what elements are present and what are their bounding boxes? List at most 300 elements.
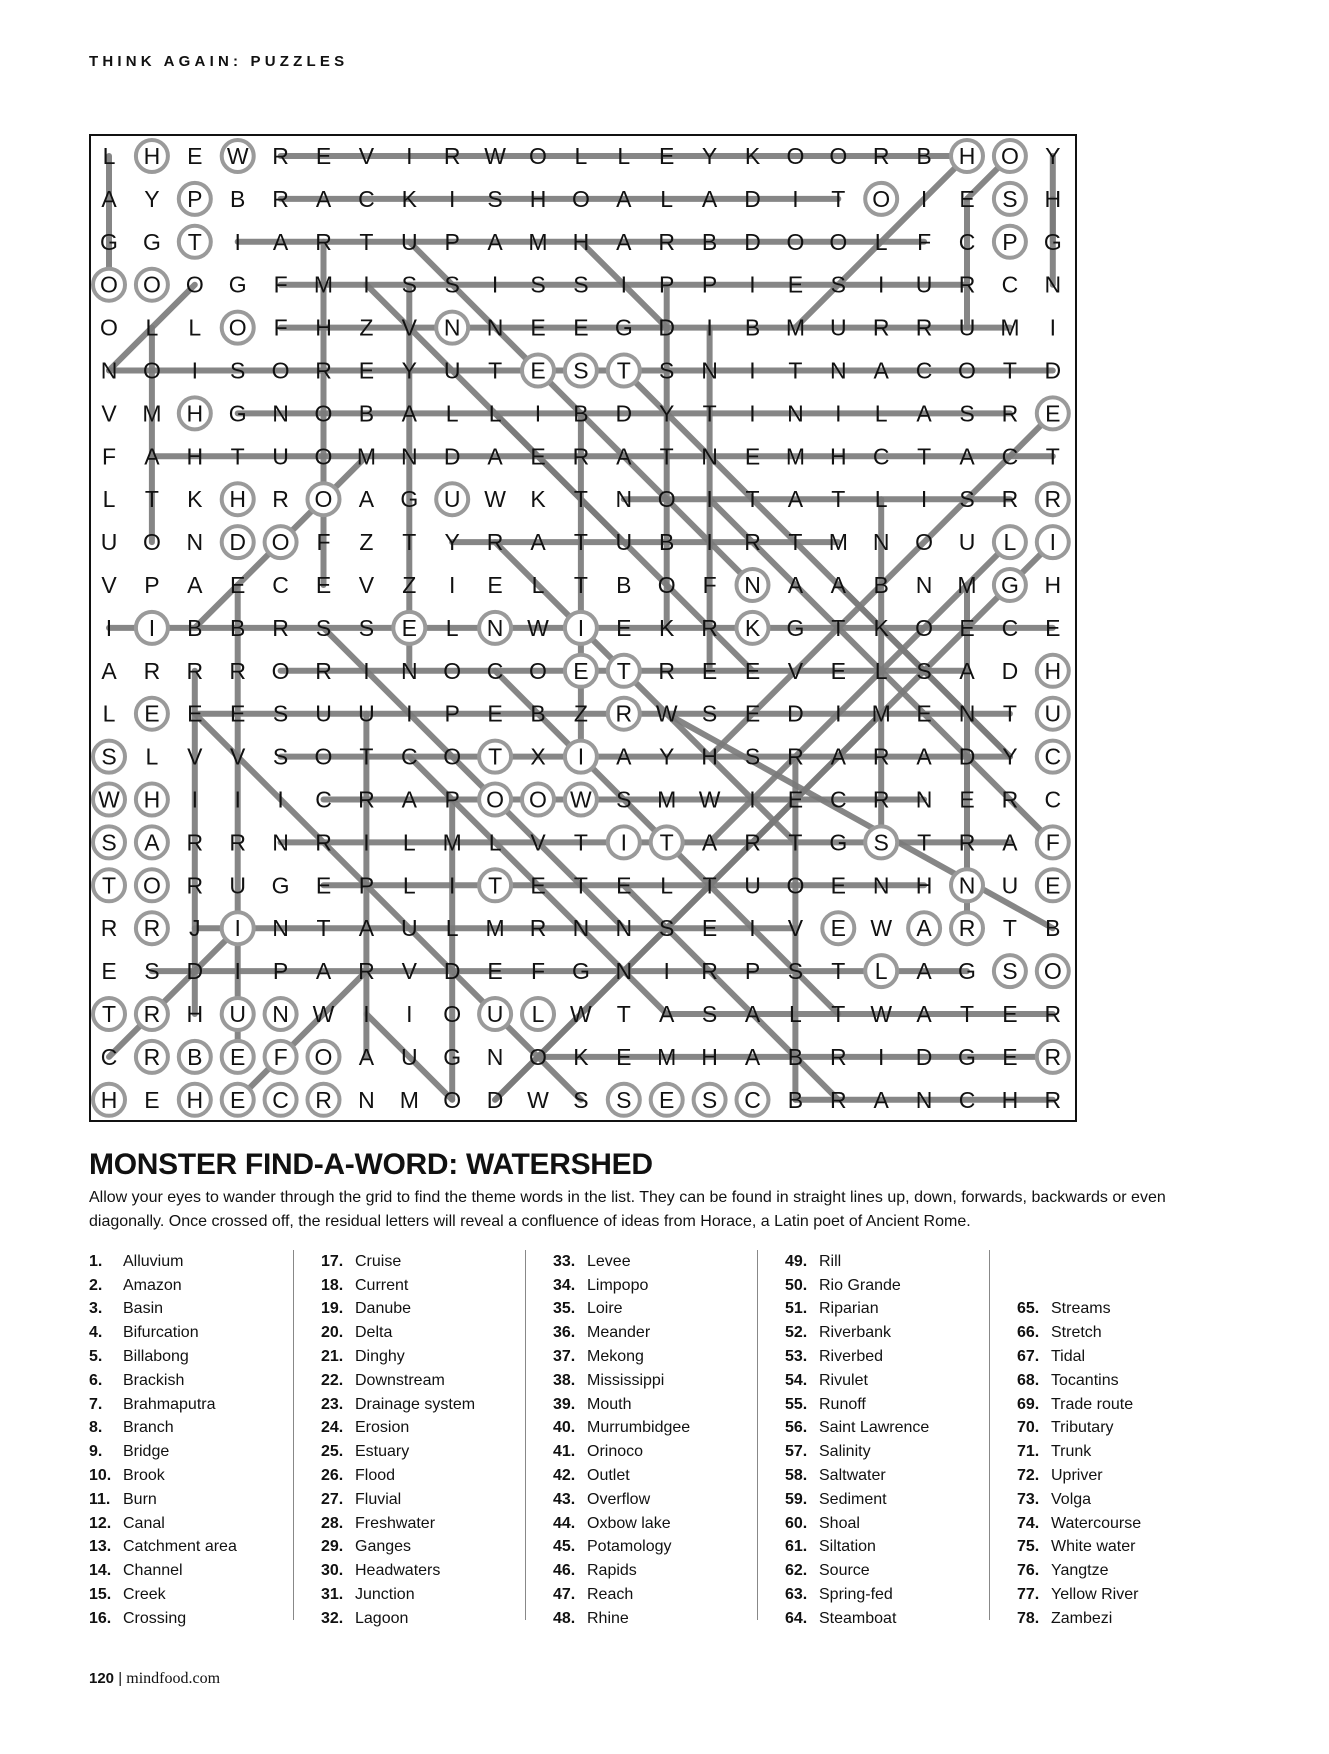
grid-letter[interactable]: O [443,1086,462,1113]
grid-letter[interactable]: R [315,657,332,684]
grid-letter[interactable]: H [829,443,847,470]
grid-letter[interactable]: T [187,228,202,255]
grid-letter[interactable]: H [1044,657,1062,684]
grid-letter[interactable]: R [272,143,289,169]
grid-letter[interactable]: O [228,314,247,341]
grid-letter[interactable]: M [442,829,462,856]
grid-letter[interactable]: T [488,872,503,899]
grid-letter[interactable]: A [916,1001,932,1027]
grid-letter[interactable]: W [312,1001,335,1027]
grid-letter[interactable]: I [406,700,413,727]
grid-letter[interactable]: I [363,1001,370,1027]
grid-letter[interactable]: I [577,743,585,770]
grid-letter[interactable]: A [358,915,375,942]
grid-letter[interactable]: C [486,657,504,684]
grid-letter[interactable]: U [486,1001,504,1027]
grid-letter[interactable]: N [1044,271,1062,298]
grid-letter[interactable]: M [485,915,505,942]
grid-letter[interactable]: V [530,829,546,856]
grid-letter[interactable]: A [101,185,117,212]
grid-letter[interactable]: A [616,743,632,770]
grid-letter[interactable]: E [487,700,503,727]
grid-letter[interactable]: R [100,915,118,942]
grid-letter[interactable]: E [830,872,846,899]
grid-letter[interactable]: U [1044,700,1062,727]
grid-letter[interactable]: W [527,614,549,641]
grid-letter[interactable]: D [486,1086,504,1113]
grid-letter[interactable]: T [1002,915,1017,942]
grid-letter[interactable]: T [702,400,717,427]
grid-letter[interactable]: K [573,1043,589,1070]
grid-letter[interactable]: A [959,657,975,684]
grid-letter[interactable]: A [916,743,932,770]
grid-letter[interactable]: L [402,829,416,856]
grid-letter[interactable]: I [363,271,370,298]
grid-letter[interactable]: R [1044,486,1062,513]
grid-letter[interactable]: B [701,228,718,255]
grid-letter[interactable]: D [1001,657,1019,684]
grid-letter[interactable]: I [234,228,241,255]
grid-letter[interactable]: Y [659,743,675,770]
grid-letter[interactable]: T [616,357,631,384]
grid-letter[interactable]: C [272,1086,289,1113]
grid-letter[interactable]: G [443,1043,462,1070]
grid-letter[interactable]: L [145,314,159,341]
grid-letter[interactable]: T [1002,700,1017,727]
grid-letter[interactable]: S [573,357,589,384]
grid-letter[interactable]: G [271,872,290,899]
grid-letter[interactable]: B [873,572,889,598]
grid-letter[interactable]: S [959,400,975,427]
grid-letter[interactable]: S [315,614,332,641]
grid-letter[interactable]: R [958,915,976,942]
grid-letter[interactable]: O [786,228,805,255]
grid-letter[interactable]: U [443,486,461,513]
grid-letter[interactable]: U [400,1043,418,1070]
grid-letter[interactable]: A [830,572,846,598]
grid-letter[interactable]: A [315,185,332,212]
grid-letter[interactable]: H [186,443,204,470]
grid-letter[interactable]: T [573,829,588,856]
grid-letter[interactable]: E [830,657,846,684]
grid-letter[interactable]: I [363,657,370,684]
grid-letter[interactable]: K [744,143,761,169]
grid-letter[interactable]: S [444,271,460,298]
grid-letter[interactable]: T [616,657,631,684]
grid-letter[interactable]: I [1049,314,1056,341]
grid-letter[interactable]: L [617,143,631,169]
grid-letter[interactable]: S [1002,958,1018,985]
grid-letter[interactable]: O [915,614,934,641]
grid-letter[interactable]: O [271,657,290,684]
grid-letter[interactable]: C [1001,443,1019,470]
grid-letter[interactable]: N [701,357,718,384]
grid-letter[interactable]: O [314,743,333,770]
grid-letter[interactable]: K [530,486,546,513]
grid-letter[interactable]: E [701,657,718,684]
grid-letter[interactable]: E [487,958,503,985]
grid-letter[interactable]: I [749,271,756,298]
grid-letter[interactable]: M [142,400,162,427]
grid-letter[interactable]: W [698,786,721,813]
grid-letter[interactable]: G [142,228,161,255]
grid-letter[interactable]: I [277,786,284,813]
grid-letter[interactable]: S [144,958,160,985]
grid-letter[interactable]: G [228,271,247,298]
grid-letter[interactable]: Y [144,185,160,212]
grid-letter[interactable]: I [920,185,928,212]
grid-letter[interactable]: A [916,915,932,942]
grid-letter[interactable]: I [835,700,842,727]
grid-letter[interactable]: M [957,572,977,598]
grid-letter[interactable]: L [574,143,588,169]
grid-letter[interactable]: T [1002,357,1017,384]
grid-letter[interactable]: E [1045,872,1061,899]
grid-letter[interactable]: T [488,743,503,770]
grid-letter[interactable]: B [787,1043,804,1070]
grid-letter[interactable]: D [658,314,676,341]
grid-letter[interactable]: U [400,915,418,942]
grid-letter[interactable]: Z [573,700,588,727]
grid-letter[interactable]: R [143,1043,161,1070]
grid-letter[interactable]: N [443,314,461,341]
grid-letter[interactable]: L [445,614,459,641]
grid-letter[interactable]: T [831,486,846,513]
grid-letter[interactable]: A [916,958,932,985]
grid-letter[interactable]: A [187,572,203,598]
grid-letter[interactable]: B [744,314,761,341]
grid-letter[interactable]: R [829,1043,847,1070]
grid-letter[interactable]: C [1044,786,1062,813]
grid-letter[interactable]: E [916,700,932,727]
grid-letter[interactable]: N [829,357,847,384]
grid-letter[interactable]: W [484,143,506,169]
grid-letter[interactable]: S [744,743,761,770]
grid-letter[interactable]: E [230,1043,246,1070]
grid-letter[interactable]: P [744,958,761,985]
grid-letter[interactable]: T [788,829,803,856]
grid-letter[interactable]: H [529,185,547,212]
grid-letter[interactable]: E [787,271,804,298]
grid-letter[interactable]: O [657,572,676,598]
grid-letter[interactable]: R [958,829,976,856]
grid-letter[interactable]: R [1044,1043,1062,1070]
grid-letter[interactable]: O [486,786,505,813]
grid-letter[interactable]: R [272,185,289,212]
grid-letter[interactable]: S [401,271,417,298]
grid-letter[interactable]: E [230,700,246,727]
grid-letter[interactable]: E [187,700,203,727]
grid-letter[interactable]: G [786,614,805,641]
grid-letter[interactable]: C [400,743,418,770]
grid-letter[interactable]: I [406,1001,413,1027]
grid-letter[interactable]: E [659,1086,675,1113]
grid-letter[interactable]: A [659,1001,675,1027]
grid-letter[interactable]: H [958,143,976,169]
grid-letter[interactable]: U [615,529,633,556]
grid-letter[interactable]: A [401,786,417,813]
grid-letter[interactable]: I [663,958,670,985]
grid-letter[interactable]: M [828,529,848,556]
grid-letter[interactable]: R [443,143,461,169]
grid-letter[interactable]: R [229,657,247,684]
grid-letter[interactable]: N [400,657,418,684]
grid-letter[interactable]: T [659,829,674,856]
grid-letter[interactable]: U [100,529,118,556]
grid-letter[interactable]: S [701,1001,718,1027]
grid-letter[interactable]: O [142,529,161,556]
grid-letter[interactable]: V [187,743,203,770]
grid-letter[interactable]: I [449,185,456,212]
grid-letter[interactable]: I [449,872,456,899]
grid-letter[interactable]: I [835,400,842,427]
grid-letter[interactable]: T [831,614,846,641]
grid-letter[interactable]: P [1002,228,1018,255]
grid-letter[interactable]: E [1002,1001,1018,1027]
grid-letter[interactable]: O [142,357,161,384]
grid-letter[interactable]: H [315,314,332,341]
grid-letter[interactable]: E [1045,614,1061,641]
grid-letter[interactable]: U [229,1001,247,1027]
grid-letter[interactable]: A [315,958,332,985]
grid-letter[interactable]: H [186,1086,204,1113]
grid-letter[interactable]: H [143,786,161,813]
grid-letter[interactable]: E [616,1043,632,1070]
grid-letter[interactable]: C [1044,743,1062,770]
grid-letter[interactable]: I [878,271,885,298]
grid-letter[interactable]: E [530,443,546,470]
grid-letter[interactable]: E [358,357,375,384]
grid-letter[interactable]: R [143,1001,161,1027]
grid-letter[interactable]: A [959,443,975,470]
grid-letter[interactable]: Y [1002,743,1018,770]
grid-letter[interactable]: O [100,314,118,341]
grid-letter[interactable]: D [186,958,204,985]
grid-letter[interactable]: U [958,314,976,341]
grid-letter[interactable]: T [230,443,245,470]
grid-letter[interactable]: F [1045,829,1060,856]
grid-letter[interactable]: N [186,529,204,556]
grid-letter[interactable]: L [488,400,502,427]
grid-letter[interactable]: T [316,915,331,942]
grid-letter[interactable]: V [401,314,417,341]
grid-letter[interactable]: G [958,958,976,985]
grid-letter[interactable]: D [744,228,761,255]
grid-letter[interactable]: U [272,443,289,470]
grid-letter[interactable]: A [358,1043,375,1070]
grid-letter[interactable]: R [272,614,289,641]
grid-letter[interactable]: N [486,614,504,641]
grid-letter[interactable]: G [400,486,419,513]
grid-letter[interactable]: E [959,786,975,813]
grid-letter[interactable]: C [315,786,332,813]
grid-letter[interactable]: N [272,915,289,942]
grid-letter[interactable]: O [271,357,290,384]
grid-letter[interactable]: N [486,1043,504,1070]
grid-letter[interactable]: S [1002,185,1018,212]
grid-letter[interactable]: A [530,529,546,556]
grid-letter[interactable]: V [787,657,804,684]
grid-letter[interactable]: T [616,1001,631,1027]
grid-letter[interactable]: E [744,657,761,684]
grid-letter[interactable]: E [144,1086,160,1113]
grid-letter[interactable]: B [530,700,546,727]
grid-letter[interactable]: K [873,614,889,641]
grid-letter[interactable]: S [272,743,289,770]
grid-letter[interactable]: O [915,529,934,556]
grid-letter[interactable]: M [399,1086,419,1113]
grid-letter[interactable]: E [616,614,632,641]
grid-letter[interactable]: N [872,872,890,899]
grid-letter[interactable]: W [870,1001,893,1027]
grid-letter[interactable]: R [272,486,289,513]
grid-letter[interactable]: A [701,185,718,212]
grid-letter[interactable]: I [878,1043,885,1070]
grid-letter[interactable]: L [531,572,545,598]
grid-letter[interactable]: R [186,872,204,899]
grid-letter[interactable]: R [358,786,375,813]
grid-letter[interactable]: T [488,357,503,384]
grid-letter[interactable]: F [702,572,717,598]
grid-letter[interactable]: E [1002,1043,1018,1070]
grid-letter[interactable]: L [874,958,888,985]
grid-letter[interactable]: U [229,872,247,899]
grid-letter[interactable]: N [872,529,890,556]
grid-letter[interactable]: T [702,872,717,899]
grid-letter[interactable]: N [272,400,289,427]
grid-letter[interactable]: E [616,872,632,899]
grid-letter[interactable]: F [273,1043,288,1070]
grid-letter[interactable]: I [534,400,542,427]
grid-letter[interactable]: A [358,486,375,513]
grid-letter[interactable]: O [443,657,462,684]
grid-letter[interactable]: P [187,185,203,212]
grid-letter[interactable]: W [527,1086,549,1113]
grid-letter[interactable]: E [144,700,160,727]
grid-letter[interactable]: O [314,443,333,470]
grid-letter[interactable]: M [356,443,376,470]
grid-letter[interactable]: S [659,357,675,384]
grid-letter[interactable]: E [787,786,804,813]
grid-letter[interactable]: R [872,743,890,770]
grid-letter[interactable]: A [616,185,632,212]
grid-letter[interactable]: R [1001,786,1019,813]
grid-letter[interactable]: N [787,400,804,427]
grid-letter[interactable]: B [659,529,675,556]
grid-letter[interactable]: U [400,228,418,255]
grid-letter[interactable]: R [143,915,161,942]
grid-letter[interactable]: S [616,1086,632,1113]
grid-letter[interactable]: D [744,185,761,212]
grid-letter[interactable]: R [701,958,718,985]
grid-letter[interactable]: E [101,958,117,985]
grid-letter[interactable]: S [573,271,589,298]
grid-letter[interactable]: R [829,1086,847,1113]
grid-letter[interactable]: E [830,915,846,942]
grid-letter[interactable]: A [744,1043,761,1070]
grid-letter[interactable]: R [229,829,247,856]
grid-letter[interactable]: T [573,486,588,513]
grid-letter[interactable]: I [491,271,499,298]
grid-letter[interactable]: I [449,572,456,598]
grid-letter[interactable]: C [358,185,375,212]
grid-letter[interactable]: M [785,443,805,470]
grid-letter[interactable]: I [234,958,241,985]
grid-letter[interactable]: E [187,143,203,169]
grid-letter[interactable]: I [1049,529,1056,556]
grid-letter[interactable]: U [915,271,933,298]
grid-letter[interactable]: H [186,400,204,427]
grid-letter[interactable]: C [1001,614,1019,641]
grid-letter[interactable]: M [657,786,677,813]
grid-letter[interactable]: C [872,443,890,470]
grid-letter[interactable]: J [189,915,201,942]
grid-letter[interactable]: E [744,443,761,470]
grid-letter[interactable]: P [358,872,375,899]
grid-letter[interactable]: W [570,786,592,813]
grid-letter[interactable]: U [829,314,847,341]
grid-letter[interactable]: D [443,443,461,470]
grid-letter[interactable]: C [1001,271,1019,298]
grid-letter[interactable]: N [958,700,976,727]
grid-letter[interactable]: N [272,1001,289,1027]
grid-letter[interactable]: E [401,614,417,641]
grid-letter[interactable]: P [444,228,460,255]
grid-letter[interactable]: I [706,314,713,341]
grid-letter[interactable]: A [787,486,804,513]
grid-letter[interactable]: Y [444,529,460,556]
grid-letter[interactable]: D [615,400,633,427]
grid-letter[interactable]: G [100,228,118,255]
grid-letter[interactable]: W [870,915,893,942]
grid-letter[interactable]: C [958,1086,976,1113]
grid-letter[interactable]: R [744,829,761,856]
grid-letter[interactable]: N [400,443,418,470]
grid-letter[interactable]: R [315,357,332,384]
grid-letter[interactable]: C [915,357,933,384]
grid-letter[interactable]: D [915,1043,933,1070]
grid-letter[interactable]: A [916,400,932,427]
grid-letter[interactable]: H [701,743,718,770]
grid-letter[interactable]: T [659,443,674,470]
grid-letter[interactable]: O [829,143,848,169]
grid-letter[interactable]: A [487,443,503,470]
grid-letter[interactable]: E [487,572,503,598]
grid-letter[interactable]: T [917,443,932,470]
grid-letter[interactable]: I [191,786,198,813]
grid-letter[interactable]: E [315,572,332,598]
grid-letter[interactable]: K [401,185,417,212]
grid-letter[interactable]: S [701,1086,718,1113]
grid-letter[interactable]: R [486,529,504,556]
grid-letter[interactable]: S [530,271,546,298]
grid-letter[interactable]: I [234,915,241,942]
grid-letter[interactable]: O [314,486,333,513]
grid-letter[interactable]: R [658,228,676,255]
grid-letter[interactable]: A [873,1086,889,1113]
word-search-grid[interactable] [89,134,1077,1122]
grid-letter[interactable]: T [101,872,117,899]
grid-letter[interactable]: O [142,271,161,298]
grid-letter[interactable]: U [358,700,375,727]
grid-letter[interactable]: B [187,1043,203,1070]
grid-letter[interactable]: R [315,829,332,856]
grid-letter[interactable]: O [786,143,805,169]
grid-letter[interactable]: P [444,700,460,727]
grid-letter[interactable]: A [701,829,718,856]
grid-letter[interactable]: R [958,271,976,298]
grid-letter[interactable]: L [874,228,888,255]
